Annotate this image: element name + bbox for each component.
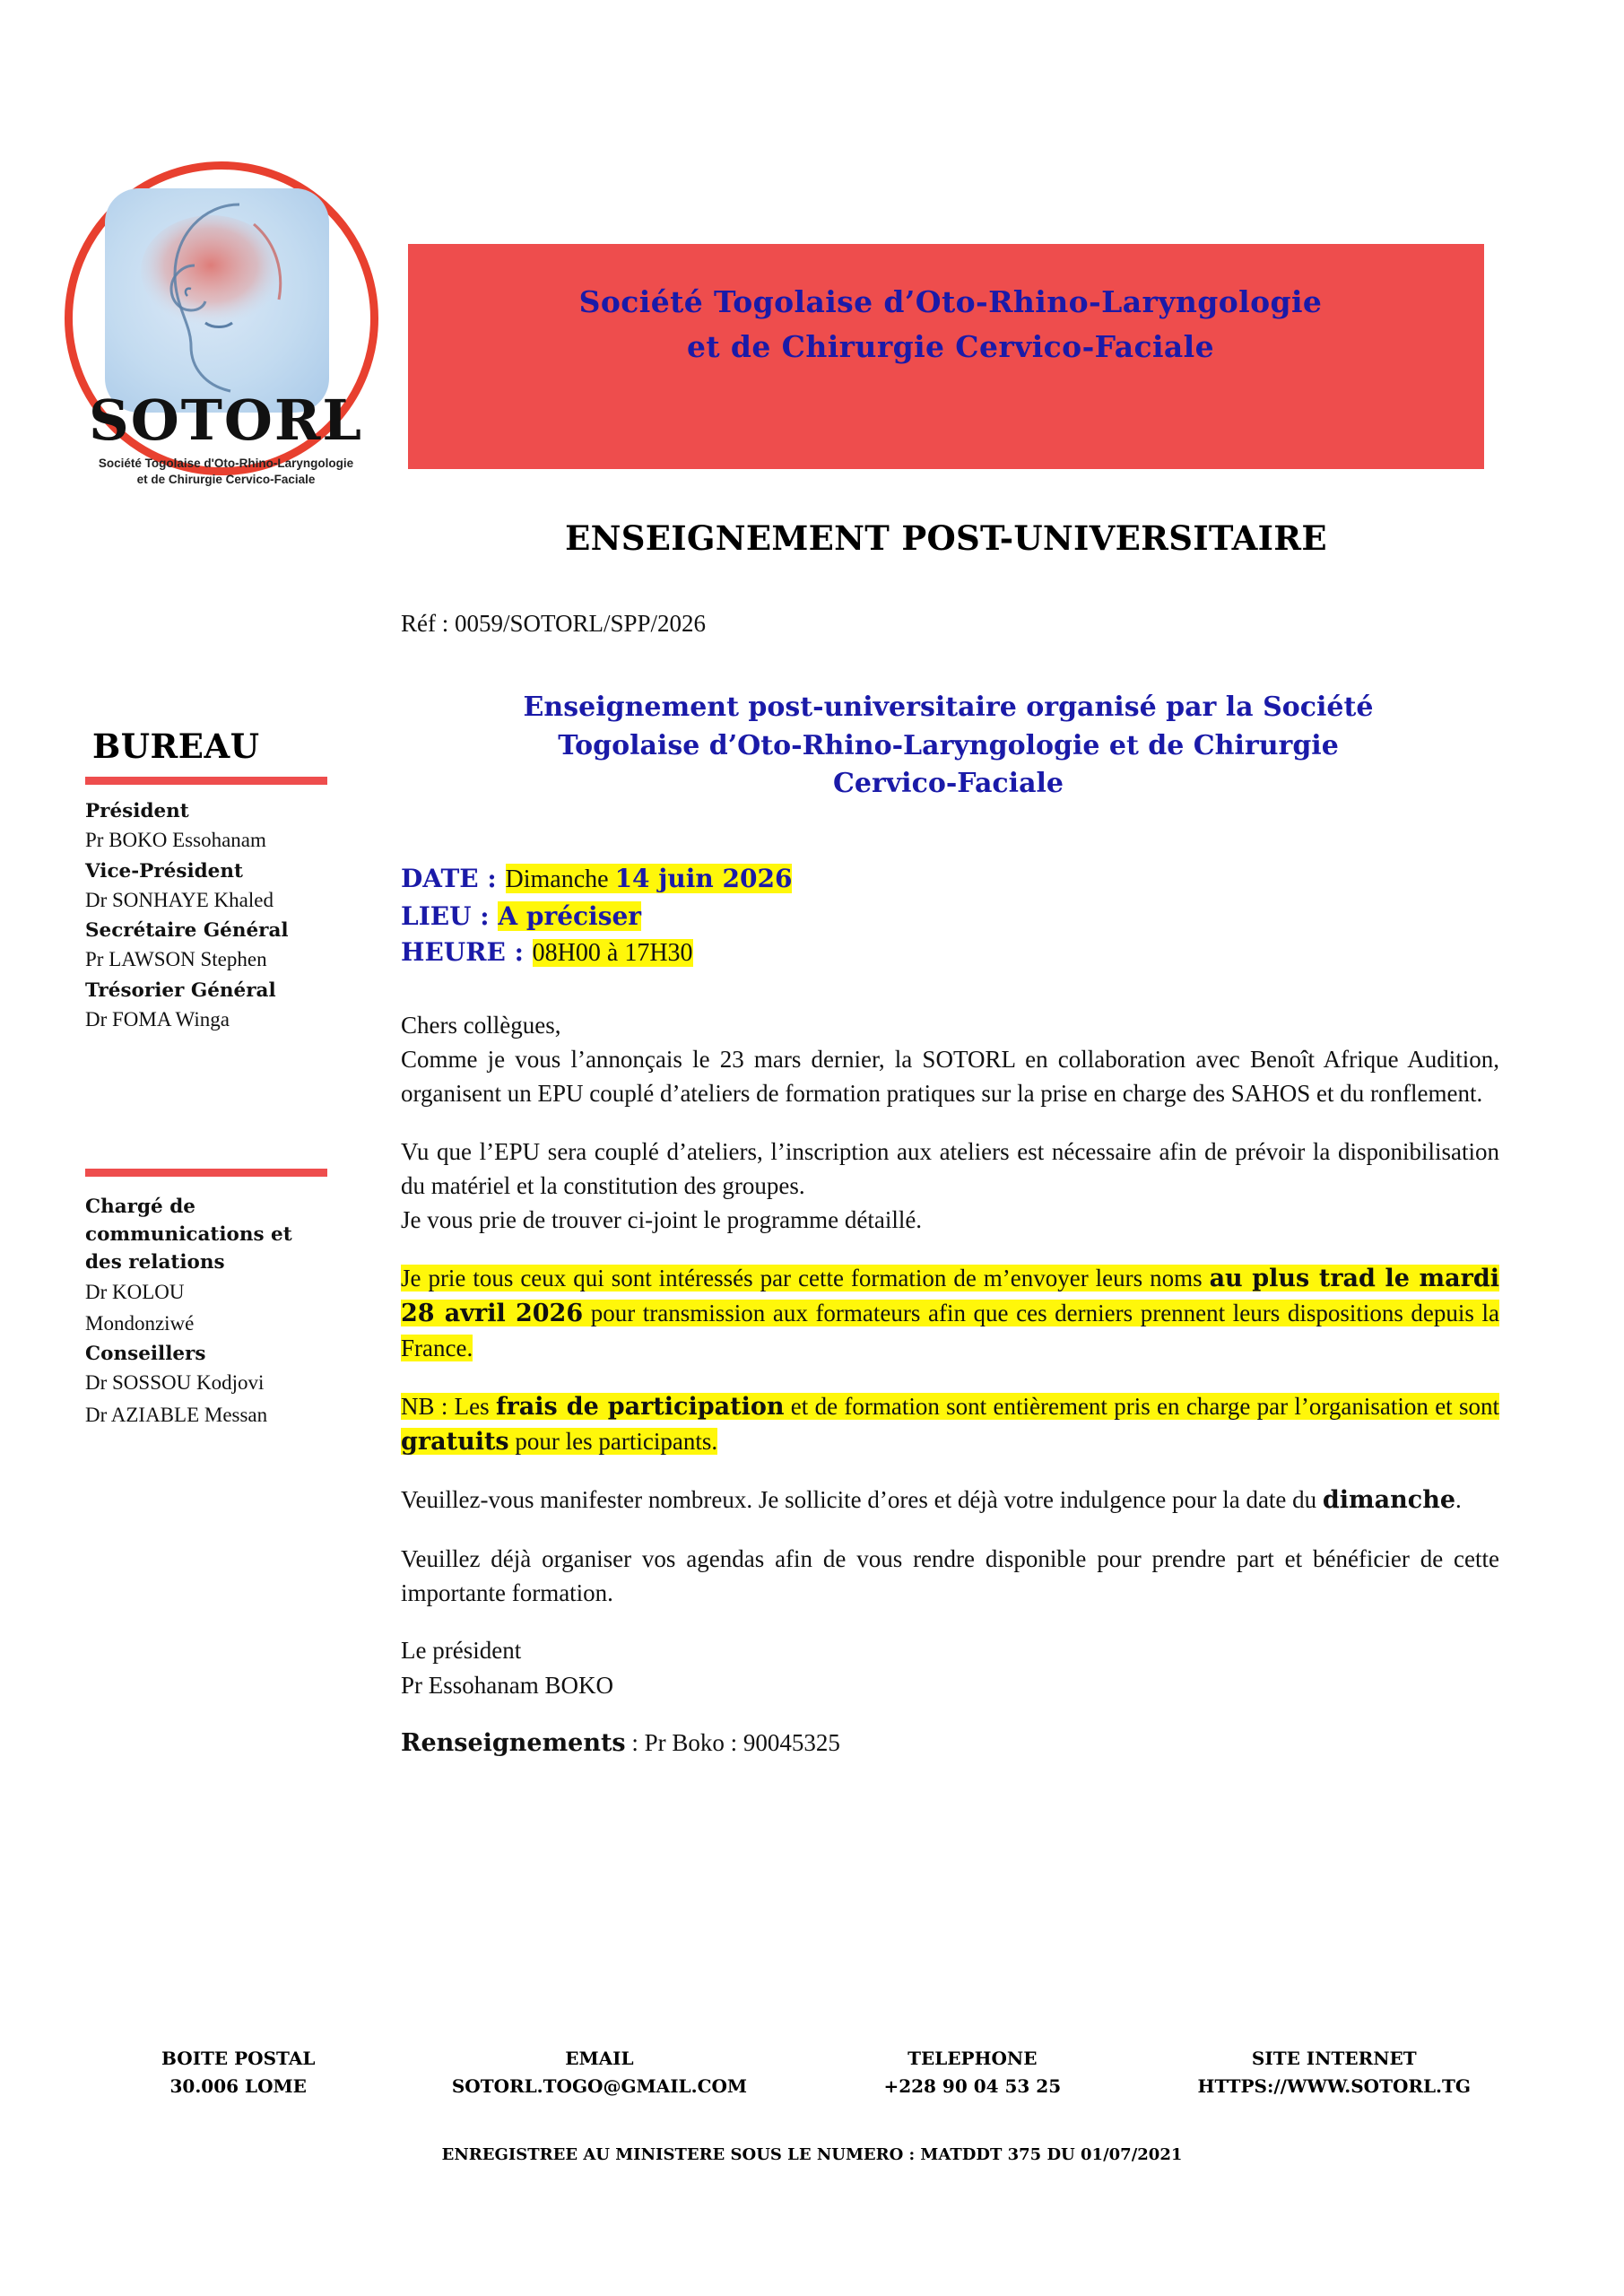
bureau-member xyxy=(85,977,345,1035)
member-name: Pr LAWSON Stephen xyxy=(85,948,267,971)
bureau-divider xyxy=(85,777,327,785)
member-name: Dr FOMA Winga xyxy=(85,1007,230,1031)
communications-block xyxy=(85,1193,345,1430)
paragraph-5 xyxy=(401,1389,1499,1460)
p5-free: gratuits xyxy=(401,1428,509,1457)
bureau-member xyxy=(85,797,345,856)
advisors-role: Conseillers xyxy=(85,1343,206,1366)
document-header xyxy=(0,0,1624,574)
bureau-divider-second xyxy=(85,1169,327,1177)
comms-role-line2: communications et xyxy=(85,1223,292,1247)
logo-subtitle-line1: Société Togolaise d'Oto-Rhino-Laryngologie xyxy=(98,457,354,470)
footer-postal-label: BOITE POSTAL xyxy=(161,2048,316,2069)
member-role: Président xyxy=(85,800,189,822)
page-title: ENSEIGNEMENT POST-UNIVERSITAIRE xyxy=(565,518,1327,558)
member-role: Trésorier Général xyxy=(85,978,276,1002)
footer-postal xyxy=(161,2045,315,2100)
footer-columns xyxy=(161,2045,1471,2100)
footer-email-value[interactable]: SOTORL.TOGO@GMAIL.COM xyxy=(451,2075,748,2097)
footer-website xyxy=(1198,2045,1471,2100)
event-details xyxy=(401,861,1499,972)
logo-wordmark: SOTORL xyxy=(88,387,364,453)
bureau-member xyxy=(85,917,345,975)
p4-part-a: Je prie tous ceux qui sont intéressés par cette formation de m’envoyer leurs noms xyxy=(401,1264,1210,1292)
p5-part-e: pour les participants. xyxy=(508,1428,718,1456)
bureau-sidebar xyxy=(85,726,345,1431)
organization-name-line2: et de Chirurgie Cervico-Faciale xyxy=(686,328,1215,364)
event-place-row xyxy=(401,899,1499,935)
footer-postal-value: 30.006 LOME xyxy=(169,2075,307,2097)
signature-title: Le président xyxy=(401,1637,522,1665)
subject-line1: Enseignement post-universitaire organisé par la Société xyxy=(523,691,1374,723)
p5-part-a: NB : Les xyxy=(401,1392,496,1420)
logo-subtitle xyxy=(56,456,396,488)
bureau-member xyxy=(85,857,345,916)
footer-telephone-label: TELEPHONE xyxy=(908,2048,1038,2069)
advisor-name-2: Dr AZIABLE Messan xyxy=(85,1403,268,1426)
p4-deadline: au plus trad le mardi 28 avril 2026 xyxy=(401,1264,1499,1328)
salutation: Chers collègues, xyxy=(401,1011,561,1039)
place-label: LIEU : xyxy=(401,900,490,931)
paragraph-4 xyxy=(401,1261,1499,1366)
paragraph-7: Veuillez déjà organiser vos agendas afin de vous rendre disponible pour prendre part et bénéficier de cette importante formation. xyxy=(401,1544,1499,1607)
footer-website-label: SITE INTERNET xyxy=(1251,2048,1417,2069)
comms-role-line3: des relations xyxy=(85,1251,225,1274)
footer-email xyxy=(452,2045,747,2100)
member-name: Pr BOKO Essohanam xyxy=(85,829,266,852)
document-subject xyxy=(395,689,1502,804)
p6-sunday: dimanche xyxy=(1322,1486,1455,1515)
p5-part-c: et de formation sont entièrement pris en charge par l’organisation et sont xyxy=(784,1392,1499,1420)
subject-line2: Togolaise d’Oto-Rhino-Laryngologie et de Chirurgie xyxy=(558,729,1339,761)
reference-number: Réf : 0059/SOTORL/SPP/2026 xyxy=(401,610,707,637)
p4-part-c: pour transmission aux formateurs afin que ces derniers prennent leurs dispositions depuis la France. xyxy=(401,1300,1499,1362)
paragraph-2: Vu que l’EPU sera couplé d’ateliers, l’inscription aux ateliers est nécessaire afin de prévoir la disponibilisation du matériel et la constitution des groupes. xyxy=(401,1137,1499,1200)
organization-name-line1: Société Togolaise d’Oto-Rhino-Laryngologie xyxy=(578,284,1323,319)
organization-name xyxy=(448,280,1453,369)
place-value: A préciser xyxy=(498,900,642,931)
p6-part-a: Veuillez-vous manifester nombreux. Je sollicite d’ores et déjà votre indulgence pour la date du xyxy=(401,1486,1323,1514)
date-label: DATE : xyxy=(401,864,497,893)
footer-telephone xyxy=(883,2045,1061,2100)
comms-role-line1: Chargé de xyxy=(85,1196,195,1219)
footer-telephone-value: +228 90 04 53 25 xyxy=(883,2075,1062,2097)
time-value: 08H00 à 17H30 xyxy=(532,939,693,968)
logo-subtitle-line2: et de Chirurgie Cervico-Faciale xyxy=(136,473,316,487)
event-time-row xyxy=(401,935,1499,972)
footer-email-label: EMAIL xyxy=(565,2048,634,2069)
advisor-name-1: Dr SOSSOU Kodjovi xyxy=(85,1371,265,1395)
sotorl-logo xyxy=(56,152,396,556)
comms-name-line2: Mondonziwé xyxy=(85,1311,195,1335)
p5-fees: frais de participation xyxy=(495,1392,785,1421)
member-role: Vice-Président xyxy=(85,859,243,883)
date-value-plain: Dimanche xyxy=(505,865,615,893)
letter-body xyxy=(401,861,1499,1784)
date-value-bold: 14 juin 2026 xyxy=(614,864,793,893)
p6-part-c: . xyxy=(1455,1486,1462,1514)
paragraph-6 xyxy=(401,1483,1499,1518)
signature-name: Pr Essohanam BOKO xyxy=(401,1671,613,1699)
contact-label: Renseignements xyxy=(401,1729,626,1758)
contact-value: : Pr Boko : 90045325 xyxy=(625,1729,840,1757)
time-label: HEURE : xyxy=(401,937,524,968)
member-name: Dr SONHAYE Khaled xyxy=(85,888,274,911)
paragraph-1: Comme je vous l’annonçais le 23 mars dernier, la SOTORL en collaboration avec Benoît Afrique Audition, organisent un EPU couplé d’ateliers de formation pratiques sur la prise en charge des SAHOS et du ronflement. xyxy=(401,1046,1499,1108)
subject-line3: Cervico-Faciale xyxy=(832,768,1064,800)
ear-nose-throat-icon xyxy=(105,188,329,413)
bureau-heading: BUREAU xyxy=(92,726,260,766)
member-role: Secrétaire Général xyxy=(85,919,289,943)
event-date-row xyxy=(401,861,1499,899)
contact-info xyxy=(401,1726,1499,1761)
comms-name-line1: Dr KOLOU xyxy=(85,1280,185,1303)
paragraph-3: Je vous prie de trouver ci-joint le programme détaillé. xyxy=(401,1206,923,1234)
footer-website-value[interactable]: HTTPS://WWW.SOTORL.TG xyxy=(1197,2075,1471,2097)
footer-registration: ENREGISTREE AU MINISTERE SOUS LE NUMERO : MATDDT 375 DU 01/07/2021 xyxy=(441,2145,1183,2164)
